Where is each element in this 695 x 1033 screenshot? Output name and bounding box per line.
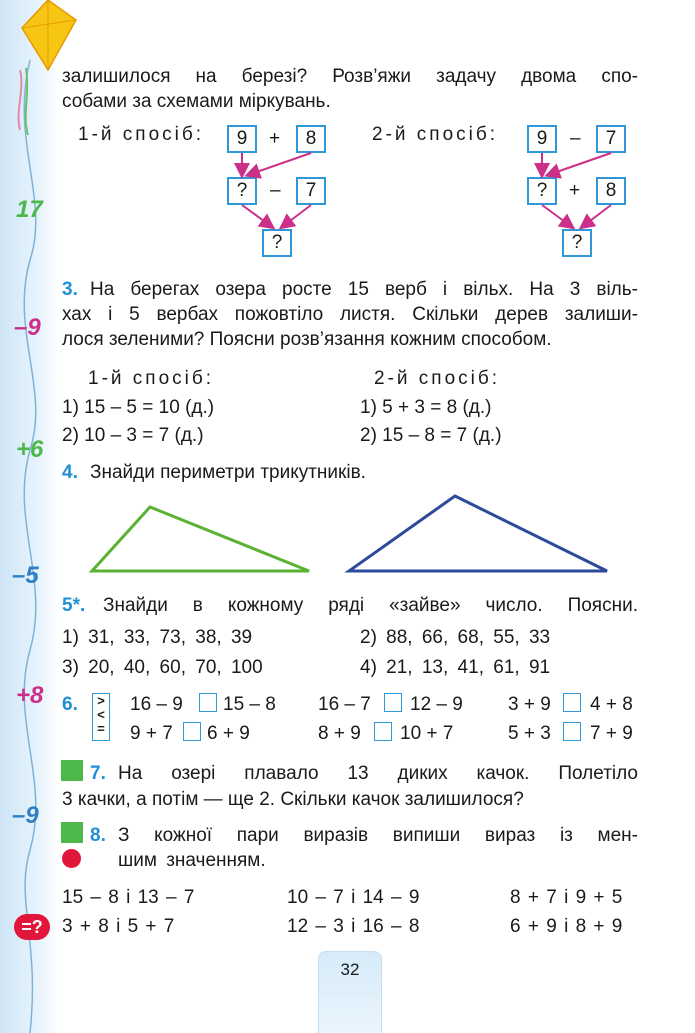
task-4-text: Знайди периметри трикутників. [90,462,366,483]
question-badge: =? [14,914,50,940]
task-7-green-marker [61,760,83,781]
sign-less: < [97,707,105,722]
task-8-r1-c1: 15 – 8 і 13 – 7 [62,887,195,908]
margin-number-1: 17 [16,196,43,223]
page-number: 32 [340,960,360,979]
intro-line-1: залишилося на березі? Розв’яжи задачу двома спо- [62,66,638,87]
task-6-r1-c2-left: 16 – 7 [318,694,371,715]
task-8-line-2: шим значенням. [118,850,266,871]
margin-number-2: –9 [14,314,41,341]
scheme-arrows [0,0,695,270]
task-6-r2-c3-right: 7 + 9 [590,723,633,744]
scheme-1-mid-left: ? [227,177,257,205]
task-4-number: 4. [62,462,78,483]
scheme-1-mid-op: – [270,180,281,201]
task-8-number: 8. [90,825,106,846]
task-3-line-2: хах і 5 вербах пожовтіло листя. Скільки дерев залиши- [62,304,638,325]
margin-number-4: –5 [12,562,39,589]
task-8-r1-c2: 10 – 7 і 14 – 9 [287,887,420,908]
margin-number-5: +8 [16,682,44,709]
task-6-r2-c1-right: 6 + 9 [207,723,250,744]
scheme-2-top-op: – [570,128,581,149]
intro-line-2: собами за схемами міркувань. [62,91,331,112]
task-5-text: Знайди в кожному ряді «зайве» число. Поясни. [103,595,638,616]
triangles-figure [0,480,695,580]
task-5-number: 5*. [62,595,86,616]
task-6-r1-c3-left: 3 + 9 [508,694,551,715]
task-6-r2-c1-left: 9 + 7 [130,723,173,744]
task-8-r2-c3: 6 + 9 і 8 + 9 [510,916,623,937]
task-3-method-2-label: 2-й спосіб: [374,368,501,389]
task-8-r1-c3: 8 + 7 і 9 + 5 [510,887,623,908]
scheme-2-mid-right: 8 [596,177,626,205]
task-3-method-2-step-1: 1) 5 + 3 = 8 (д.) [360,397,492,418]
task-7-number: 7. [90,763,106,784]
sign-greater: > [97,693,105,708]
task-5-row-4: 4) 21, 13, 41, 61, 91 [360,657,551,678]
task-3-method-1-step-2: 2) 10 – 3 = 7 (д.) [62,425,204,446]
comparison-signs-box [92,693,110,741]
task-6-r2-c2-right: 10 + 7 [400,723,454,744]
scheme-1-bottom: ? [262,229,292,257]
task-6-r2-c3-left: 5 + 3 [508,723,551,744]
scheme-1-top-right: 8 [296,125,326,153]
task-6-r1-c1-right: 15 – 8 [223,694,276,715]
margin-number-3: +6 [16,436,44,463]
blue-triangle [349,496,607,571]
task-3-method-1-step-1: 1) 15 – 5 = 10 (д.) [62,397,215,418]
scheme-2-top-left: 9 [527,125,557,153]
task-6-number: 6. [62,694,78,715]
task-6-r1-c2-box[interactable] [384,693,402,712]
task-3-line-1: На берегах озера росте 15 верб і вільх. На 3 віль- [90,279,638,300]
task-6-r2-c2-left: 8 + 9 [318,723,361,744]
task-5-row-2: 2) 88, 66, 68, 55, 33 [360,627,551,648]
scheme-1-label: 1-й спосіб: [78,124,205,145]
task-6-r1-c3-right: 4 + 8 [590,694,633,715]
page-number-tab [318,951,382,1033]
scheme-1-mid-right: 7 [296,177,326,205]
task-8-r2-c2: 12 – 3 і 16 – 8 [287,916,420,937]
task-8-line-1: З кожної пари виразів випиши вираз із мен- [118,825,638,846]
task-6-r1-c1-left: 16 – 9 [130,694,183,715]
task-8-r2-c1: 3 + 8 і 5 + 7 [62,916,175,937]
green-triangle [92,507,309,571]
task-7-line-2: 3 качки, а потім — ще 2. Скільки качок залишилося? [62,789,524,810]
task-3-method-2-step-2: 2) 15 – 8 = 7 (д.) [360,425,502,446]
task-6-r2-c3-box[interactable] [563,722,581,741]
task-8-red-dot [62,849,81,868]
task-6-r2-c2-box[interactable] [374,722,392,741]
scheme-2-bottom: ? [562,229,592,257]
task-6-r1-c1-box[interactable] [199,693,217,712]
scheme-2-mid-op: + [569,180,581,201]
task-6-r2-c1-box[interactable] [183,722,201,741]
task-6-r1-c3-box[interactable] [563,693,581,712]
scheme-1-top-left: 9 [227,125,257,153]
task-3-line-3: лося зеленими? Поясни розв’язання кожним способом. [62,329,552,350]
task-6-r1-c2-right: 12 – 9 [410,694,463,715]
scheme-1-top-op: + [269,128,281,149]
scheme-2-mid-left: ? [527,177,557,205]
sign-equal: = [97,721,105,736]
task-3-method-1-label: 1-й спосіб: [88,368,215,389]
task-3-number: 3. [62,279,78,300]
task-8-green-marker [61,822,83,843]
scheme-2-top-right: 7 [596,125,626,153]
task-5-row-3: 3) 20, 40, 60, 70, 100 [62,657,263,678]
margin-number-6: –9 [12,802,39,829]
task-5-row-1: 1) 31, 33, 73, 38, 39 [62,627,253,648]
scheme-2-label: 2-й спосіб: [372,124,499,145]
task-7-line-1: На озері плавало 13 диких качок. Полетіло [118,763,638,784]
